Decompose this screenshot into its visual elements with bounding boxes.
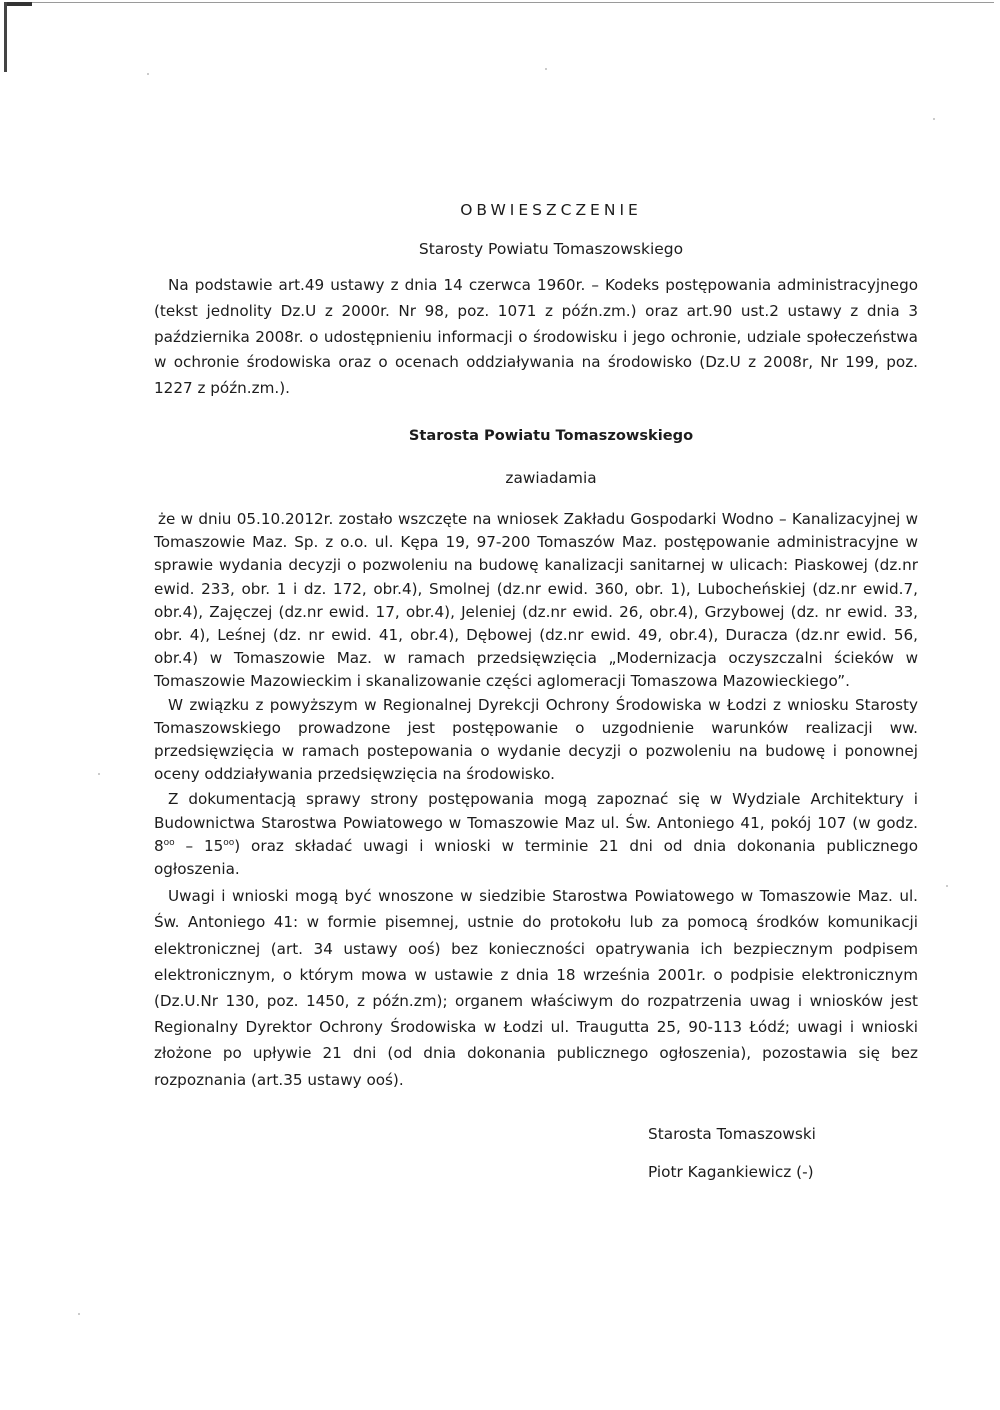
signature-block xyxy=(648,1118,816,1188)
signature-name: Piotr Kagankiewicz (-) xyxy=(648,1163,814,1181)
scan-speck xyxy=(946,885,948,887)
document-body xyxy=(154,195,918,1093)
notice-paragraph: że w dniu 05.10.2012r. zostało wszczęte na wniosek Zakładu Gospodarki Wodno – Kanalizacyjnej w Tomaszowie Maz. Sp. z o.o. ul. Kępa 19, 97-200 Tomaszów Maz. postępowanie administracyjne w sprawie wydania decyzji o pozwoleniu na budowę kanalizacji sanitarnej w ulicach: Piaskowej (dz.nr ewid. 233, obr. 1 i dz. 172, obr.4), Smolnej (dz.nr ewid. 360, obr. 1), Lubocheńskiej (dz.nr ewid.7, obr.4), Zajęczej (dz.nr ewid. 17, obr.4), Jeleniej (dz.nr ewid. 26, obr.4), Grzybowej (dz. nr ewid. 33, obr. 4), Leśnej (dz. nr ewid. 41, obr.4), Dębowej (dz.nr ewid. 49, obr.4), Duracza (dz.nr ewid. 56, obr.4) w Tomaszowie Maz. w ramach przedsięwzięcia „Modernizacja oczyszczalni ścieków w Tomaszowie Mazowieckim i skanalizowanie części aglomeracji Tomaszowa Mazowieckiego”. xyxy=(154,509,918,691)
remarks-paragraph: Uwagi i wnioski mogą być wnoszone w siedzibie Starostwa Powiatowego w Tomaszowie Maz. ul. Św. Antoniego 41: w formie pisemnej, ustnie do protokołu lub za pomocą środków komunikacji elektronicznej (art. 34 ustawy ooś) bez konieczności opatrywania ich bezpiecznym podpisem elektronicznym, o którym mowa w ustawie z dnia 18 września 2001r. o podpisie elektronicznym (Dz.U.Nr 130, poz. 1450, z późn.zm); organem właściwym do rozpatrzenia uwag i wniosków jest Regionalny Dyrektor Ochrony Środowiska w Łodzi ul. Traugutta 25, 90-113 Łódź; uwagi i wnioski złożone po upływie 21 dni (od dnia dokonania publicznego ogłoszenia), pozostawia się bez rozpoznania (art.35 ustawy ooś). xyxy=(154,887,918,1089)
scan-edge-line xyxy=(4,2,994,3)
hour-from-minutes: oo xyxy=(163,837,175,848)
hour-to-minutes: oo xyxy=(223,837,235,848)
scan-speck xyxy=(78,1313,80,1315)
document-title: OBWIESZCZENIE xyxy=(460,201,642,219)
announcer-heading: Starosta Powiatu Tomaszowskiego xyxy=(408,426,694,444)
coordination-paragraph: W związku z powyższym w Regionalnej Dyrekcji Ochrony Środowiska w Łodzi z wniosku Starosty Tomaszowskiego prowadzone jest postępowanie o uzgodnienie warunków realizacji ww. przedsięwzięcia w ramach postepowania o wydanie decyzji o pozwoleniu na budowę i ponownej oceny oddziaływania przedsięwzięcia na środowisko. xyxy=(154,695,918,784)
documentation-text: Z dokumentacją sprawy strony postępowania mogą zapoznać się w Wydziale Architektury i Budownictwa Starostwa Powiatowego w Tomaszowie Maz ul. Św. Antoniego 41, pokój 107 (w godz. xyxy=(154,790,918,832)
hour-separator: – xyxy=(174,836,204,855)
documentation-text-continued: ) oraz składać uwagi i wnioski w terminie 21 dni od dnia dokonania publicznego ogłoszenia. xyxy=(154,836,918,879)
scan-speck xyxy=(545,68,547,70)
office-hours xyxy=(154,837,234,855)
legal-basis-paragraph: Na podstawie art.49 ustawy z dnia 14 czerwca 1960r. – Kodeks postępowania administracyjnego (tekst jednolity Dz.U z 2000r. Nr 98, poz. 1071 z późn.zm.) oraz art.90 ust.2 ustawy z dnia 3 października 2008r. o udostępnieniu informacji o środowisku i jego ochronie, udziale społeczeństwa w ochronie środowiska oraz o ocenach oddziaływania na środowisko (Dz.U z 2008r, Nr 199, poz. 1227 z późn.zm.). xyxy=(154,276,918,398)
scan-speck xyxy=(933,118,935,120)
scan-speck xyxy=(147,73,149,75)
informs-heading: zawiadamia xyxy=(505,468,597,487)
document-subtitle: Starosty Powiatu Tomaszowskiego xyxy=(418,240,684,258)
hour-from: 8 xyxy=(154,836,164,855)
hour-to: 15 xyxy=(203,836,224,855)
scan-corner-mark-vertical xyxy=(4,2,7,72)
scan-corner-mark xyxy=(4,2,32,6)
documentation-paragraph xyxy=(154,788,918,881)
scan-speck xyxy=(98,773,100,775)
signature-role: Starosta Tomaszowski xyxy=(648,1125,816,1143)
